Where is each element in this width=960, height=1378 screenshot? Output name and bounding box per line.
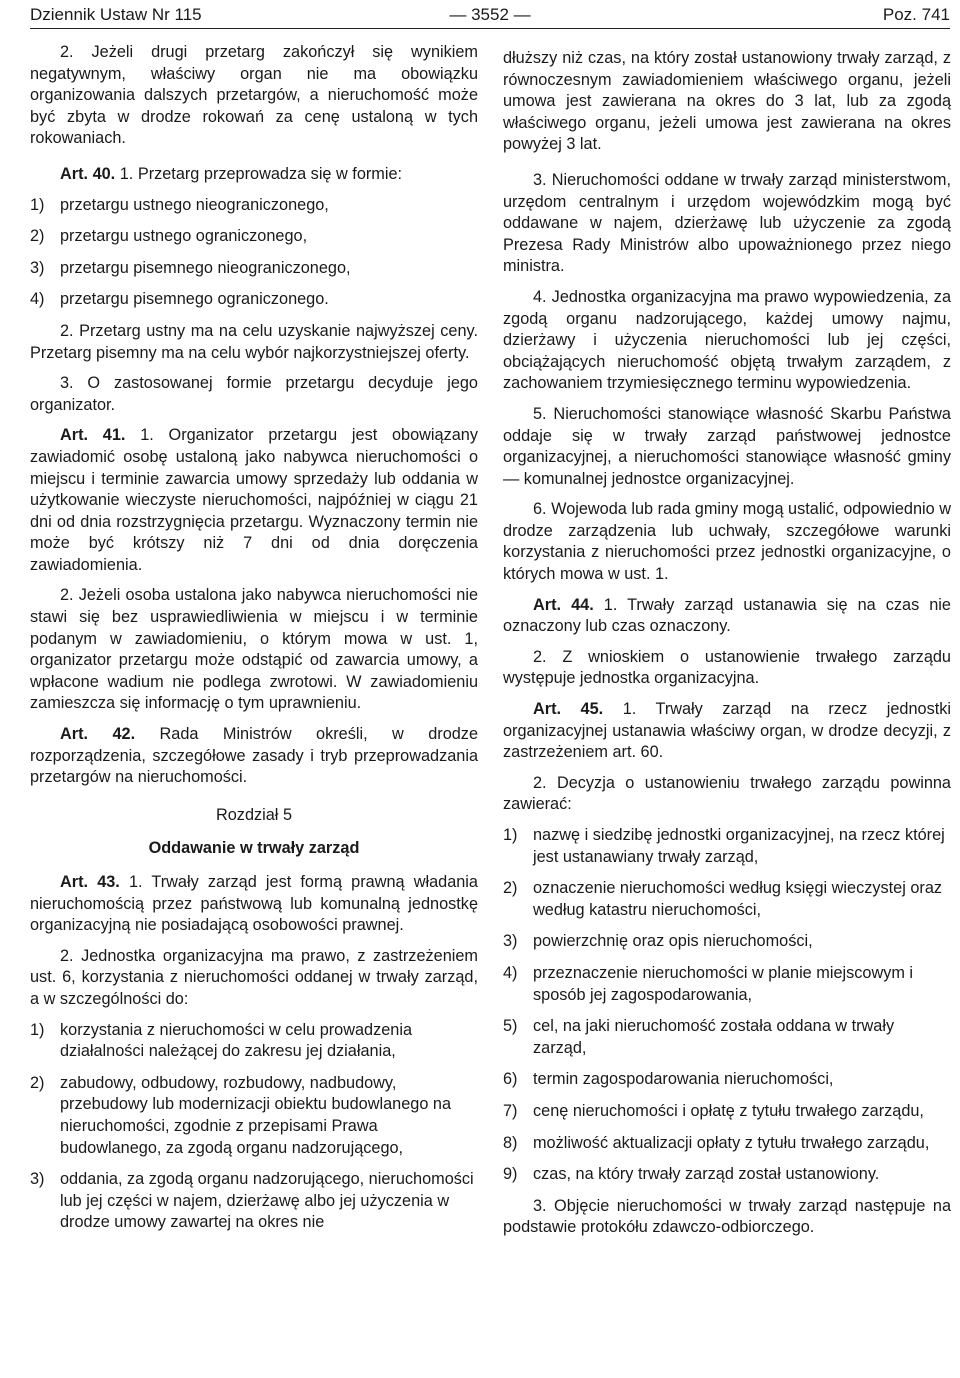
paragraph: 2. Z wnioskiem o ustanowienie trwałego zarządu występuje jednostka organizacyjna. [503, 647, 951, 688]
paragraph: 2. Przetarg ustny ma na celu uzyskanie najwyższej ceny. Przetarg pisemny ma na celu wybór najkorzystniejszej oferty. [30, 321, 478, 362]
item-number: 1) [503, 826, 518, 844]
list-item [30, 1073, 478, 1159]
list-item [30, 1169, 478, 1234]
article-label: Art. 42. [60, 725, 136, 744]
item-number: 9) [503, 1165, 518, 1184]
item-number: 3) [30, 1170, 45, 1189]
list-item [503, 1133, 951, 1155]
paragraph: 3. Objęcie nieruchomości w trwały zarząd następuje na podstawie protokółu zdawczo-odbiorczego. [503, 1196, 951, 1237]
item-text: cenę nieruchomości i opłatę z tytułu trwałego zarządu, [533, 1101, 924, 1120]
position-number: Poz. 741 [882, 5, 950, 24]
article-44 [503, 595, 951, 638]
article-label: Art. 40. [60, 164, 116, 183]
article-label: Art. 43. [60, 873, 120, 891]
left-column [30, 42, 478, 1244]
list-item [503, 1101, 951, 1123]
item-text: przetargu ustnego ograniczonego, [60, 227, 308, 246]
right-column [503, 48, 951, 1248]
article-45 [503, 699, 951, 764]
item-text: możliwość aktualizacji opłaty z tytułu trwałego zarządu, [533, 1133, 930, 1152]
item-text: przetargu pisemnego ograniczonego. [60, 290, 329, 309]
list-item [30, 289, 478, 311]
paragraph: 3. O zastosowanej formie przetargu decyduje jego organizator. [30, 374, 478, 414]
item-text: zabudowy, odbudowy, rozbudowy, nadbudowy, przebudowy lub modernizacji obiektu budowlanego na nieruchomości, zgodnie z przepisami Prawa budowlanego, za zgodą organu nadzorującego, [60, 1073, 452, 1157]
list-item [30, 1020, 478, 1063]
journal-title: Dziennik Ustaw Nr 115 [30, 5, 202, 24]
item-number: 2) [30, 1073, 45, 1092]
page-number: — 3552 — [449, 5, 531, 24]
article-text: 1. Trwały zarząd ustanawia się na czas nie oznaczony lub czas oznaczony. [503, 595, 951, 636]
item-number: 1) [30, 195, 45, 214]
chapter-number: Rozdział 5 [215, 805, 293, 824]
item-text: cel, na jaki nieruchomość została oddana w trwały zarząd, [533, 1017, 895, 1057]
header-rule [30, 28, 950, 29]
page-header [30, 4, 950, 26]
art40-list [30, 195, 478, 311]
list-item [503, 1164, 951, 1186]
article-label: Art. 44. [533, 595, 594, 614]
art43-list [30, 1020, 478, 1234]
list-item [503, 878, 951, 921]
article-42 [30, 724, 478, 789]
item-text: przetargu ustnego nieograniczonego, [60, 195, 329, 214]
paragraph: 2. Jeżeli osoba ustalona jako nabywca nieruchomości nie stawi się bez usprawiedliwienia w miejscu i w terminie podanym w zawiadomieniu, o którym mowa w ust. 1, organizator przetargu może odstąpić od zawarcia umowy, a wpłacone wadium nie podlega zwrotowi. W zawiadomieniu zamieszcza się informację o tym uprawnieniu. [30, 586, 478, 713]
paragraph: 5. Nieruchomości stanowiące własność Skarbu Państwa oddaje się w trwały zarząd państwowej jednostce organizacyjnej, a nieruchomości stanowiące własność gminy — komunalnej jednostce organizacyjnej. [503, 404, 951, 488]
item-number: 1) [30, 1020, 45, 1039]
item-text: nazwę i siedzibę jednostki organizacyjnej, na rzecz której jest ustanawiany trwały zarząd, [533, 826, 945, 866]
item-text: powierzchnię oraz opis nieruchomości, [533, 932, 813, 951]
list-item [503, 1016, 951, 1059]
list-item [30, 258, 478, 280]
item-number: 7) [503, 1101, 518, 1120]
article-label: Art. 41. [60, 426, 126, 445]
list-item [503, 825, 951, 868]
list-item [30, 195, 478, 217]
item-text: oddania, za zgodą organu nadzorującego, nieruchomości lub jej części w najem, dzierżawę albo jej użyczenia w drodze umowy zawartej na okres nie [60, 1170, 474, 1232]
item-text: termin zagospodarowania nieruchomości, [533, 1070, 834, 1089]
item-number: 4) [30, 290, 45, 309]
article-text: Rada Ministrów określi, w drodze rozporządzenia, szczegółowe zasady i tryb przeprowadzania przetargów na nieruchomości. [30, 725, 479, 787]
article-label: Art. 45. [533, 700, 604, 719]
item-number: 4) [503, 963, 518, 982]
list-item [503, 1069, 951, 1091]
item-number: 6) [503, 1070, 518, 1089]
paragraph: 4. Jednostka organizacyjna ma prawo wypowiedzenia, za zgodą organu nadzorującego, każdej umowy najmu, dzierżawy i użyczenia nieruchomości lub jej części, obciążających nieruchomość objętą trwałym zarządem, z zachowaniem trzymiesięcznego terminu wypowiedzenia. [503, 287, 951, 393]
list-item [503, 963, 951, 1006]
item-text: przetargu pisemnego nieograniczonego, [60, 258, 351, 277]
article-43 [30, 872, 478, 937]
item-text: korzystania z nieruchomości w celu prowadzenia działalności należącej do zakresu jej działania, [60, 1020, 413, 1061]
article-text: 1. Organizator przetargu jest obowiązany zawiadomić osobę ustaloną jako nabywca nieruchomości o miejscu i terminie zawarcia umowy sprzedaży lub oddania w użytkowanie wieczyste nieruchomości, najpóźniej w ciągu 21 dni od dnia rozstrzygnięcia przetargu. Wyznaczony termin nie może być krótszy niż 7 dni od dnia doręczenia zawiadomienia. [30, 426, 478, 574]
item-number: 2) [30, 227, 45, 246]
article-text: 1. Przetarg przeprowadza się w formie: [115, 164, 403, 183]
article-text: 1. Trwały zarząd jest formą prawną władania nieruchomością przez państwową lub komunalną jednostkę organizacyjną nie posiadającą osobowości prawnej. [30, 873, 478, 935]
article-41 [30, 425, 478, 576]
item-number: 5) [503, 1017, 518, 1036]
paragraph: 2. Decyzja o ustanowieniu trwałego zarządu powinna zawierać: [503, 773, 951, 814]
article-text: 1. Trwały zarząd na rzecz jednostki organizacyjnej ustanawia właściwy organ, w drodze decyzji, z zastrzeżeniem art. 60. [503, 700, 951, 762]
chapter-title: Oddawanie w trwały zarząd [148, 839, 360, 858]
item-number: 8) [503, 1133, 518, 1152]
paragraph-continued: dłuższy niż czas, na który został ustanowiony trwały zarząd, z równoczesnym zawiadomieniem właściwego organu, jeżeli umowa jest zawierana na okres do 3 lat, lub za zgodą właściwego organu, jeżeli umowa jest zawierana na okres powyżej 3 lat. [503, 49, 951, 154]
paragraph: 2. Jednostka organizacyjna ma prawo, z zastrzeżeniem ust. 6, korzystania z nieruchomości oddanej w trwały zarząd, a w szczególności do: [30, 946, 478, 1008]
item-text: oznaczenie nieruchomości według księgi wieczystej oraz według katastru nieruchomości, [533, 879, 943, 919]
paragraph: 3. Nieruchomości oddane w trwały zarząd ministerstwom, urzędom centralnym i urzędom wojewódzkim mogą być oddawane w najem, dzierżawę lub użyczenie za zgodą Prezesa Rady Ministrów albo upoważnionego przez niego ministra. [503, 170, 951, 276]
list-item [30, 226, 478, 248]
item-number: 3) [503, 932, 518, 951]
item-number: 2) [503, 879, 518, 898]
art45-list [503, 825, 951, 1186]
paragraph: 2. Jeżeli drugi przetarg zakończył się wynikiem negatywnym, właściwy organ nie ma obowiązku organizowania dalszych przetargów, a nieruchomość może być zbyta w drodze rokowań za cenę ustaloną w tych rokowaniach. [30, 43, 478, 148]
list-item [503, 931, 951, 953]
article-40 [30, 164, 478, 186]
item-text: przeznaczenie nieruchomości w planie miejscowym i sposób jej zagospodarowania, [533, 963, 914, 1004]
item-number: 3) [30, 258, 45, 277]
item-text: czas, na który trwały zarząd został ustanowiony. [533, 1165, 880, 1184]
paragraph: 6. Wojewoda lub rada gminy mogą ustalić, odpowiednio w drodze zarządzenia lub uchwały, szczegółowe warunki korzystania z nieruchomości przez jednostki organizacyjne, o których mowa w ust. 1. [503, 500, 951, 584]
